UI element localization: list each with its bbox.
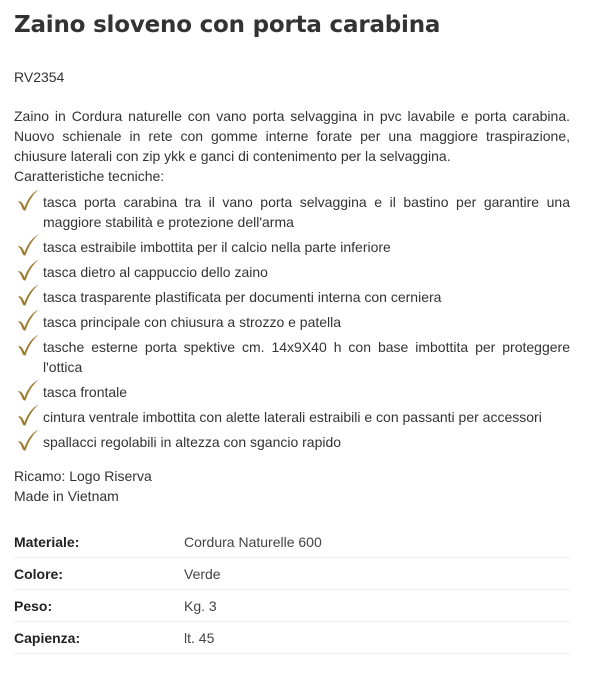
feature-text: tasca porta carabina tra il vano porta selvaggina e il bastino per garantire una maggiore stabilità e protezione dell'arma [43,194,570,230]
feature-text: tasca trasparente plastificata per documenti interna con cerniera [43,289,442,305]
features-list [14,192,570,452]
feature-item [14,312,570,332]
spec-value: Verde [184,558,570,590]
feature-text: cintura ventrale imbottita con alette laterali estraibili e con passanti per accessori [43,409,542,425]
feature-item [14,262,570,282]
spec-row [14,590,570,622]
checkmark-icon [16,233,40,257]
feature-item [14,382,570,402]
checkmark-icon [16,378,40,402]
product-details [0,10,596,654]
feature-text: spallacci regolabili in altezza con sgancio rapido [43,434,342,450]
specs-table [14,526,570,654]
spec-value: Kg. 3 [184,590,570,622]
origin-text: Made in Vietnam [14,488,119,504]
feature-item [14,432,570,452]
spec-label: Materiale: [14,526,184,558]
checkmark-icon [16,283,40,307]
spec-value: lt. 45 [184,622,570,654]
product-description [14,106,570,186]
checkmark-icon [16,428,40,452]
checkmark-icon [16,308,40,332]
feature-item [14,192,570,232]
feature-item [14,287,570,307]
checkmark-icon [16,188,40,212]
checkmark-icon [16,403,40,427]
feature-text: tasche esterne porta spektive cm. 14x9X40 h con base imbottita per proteggere l'ottica [43,339,570,375]
spec-value: Cordura Naturelle 600 [184,526,570,558]
feature-item [14,237,570,257]
spec-label: Capienza: [14,622,184,654]
feature-item [14,407,570,427]
feature-text: tasca dietro al cappuccio dello zaino [43,264,268,280]
product-sku: RV2354 [14,69,65,85]
features-heading: Caratteristiche tecniche: [14,168,165,184]
embroidery-text: Ricamo: Logo Riserva [14,468,152,484]
spec-row [14,622,570,654]
product-title: Zaino sloveno con porta carabina [14,12,441,38]
description-text: Zaino in Cordura naturelle con vano porta selvaggina in pvc lavabile e porta carabina. Nuovo schienale in rete con gomme interne forate per una maggiore traspirazione, chiusure laterali con zip ykk e ganci di contenimento per la selvaggina. [14,108,570,164]
feature-text: tasca estraibile imbottita per il calcio nella parte inferiore [43,239,391,255]
spec-label: Colore: [14,558,184,590]
feature-text: tasca principale con chiusura a strozzo e patella [43,314,342,330]
spec-row [14,526,570,558]
spec-label: Peso: [14,590,184,622]
spec-row [14,558,570,590]
checkmark-icon [16,333,40,357]
product-extra-info [14,466,570,506]
feature-text: tasca frontale [43,384,128,400]
checkmark-icon [16,258,40,282]
feature-item [14,337,570,377]
